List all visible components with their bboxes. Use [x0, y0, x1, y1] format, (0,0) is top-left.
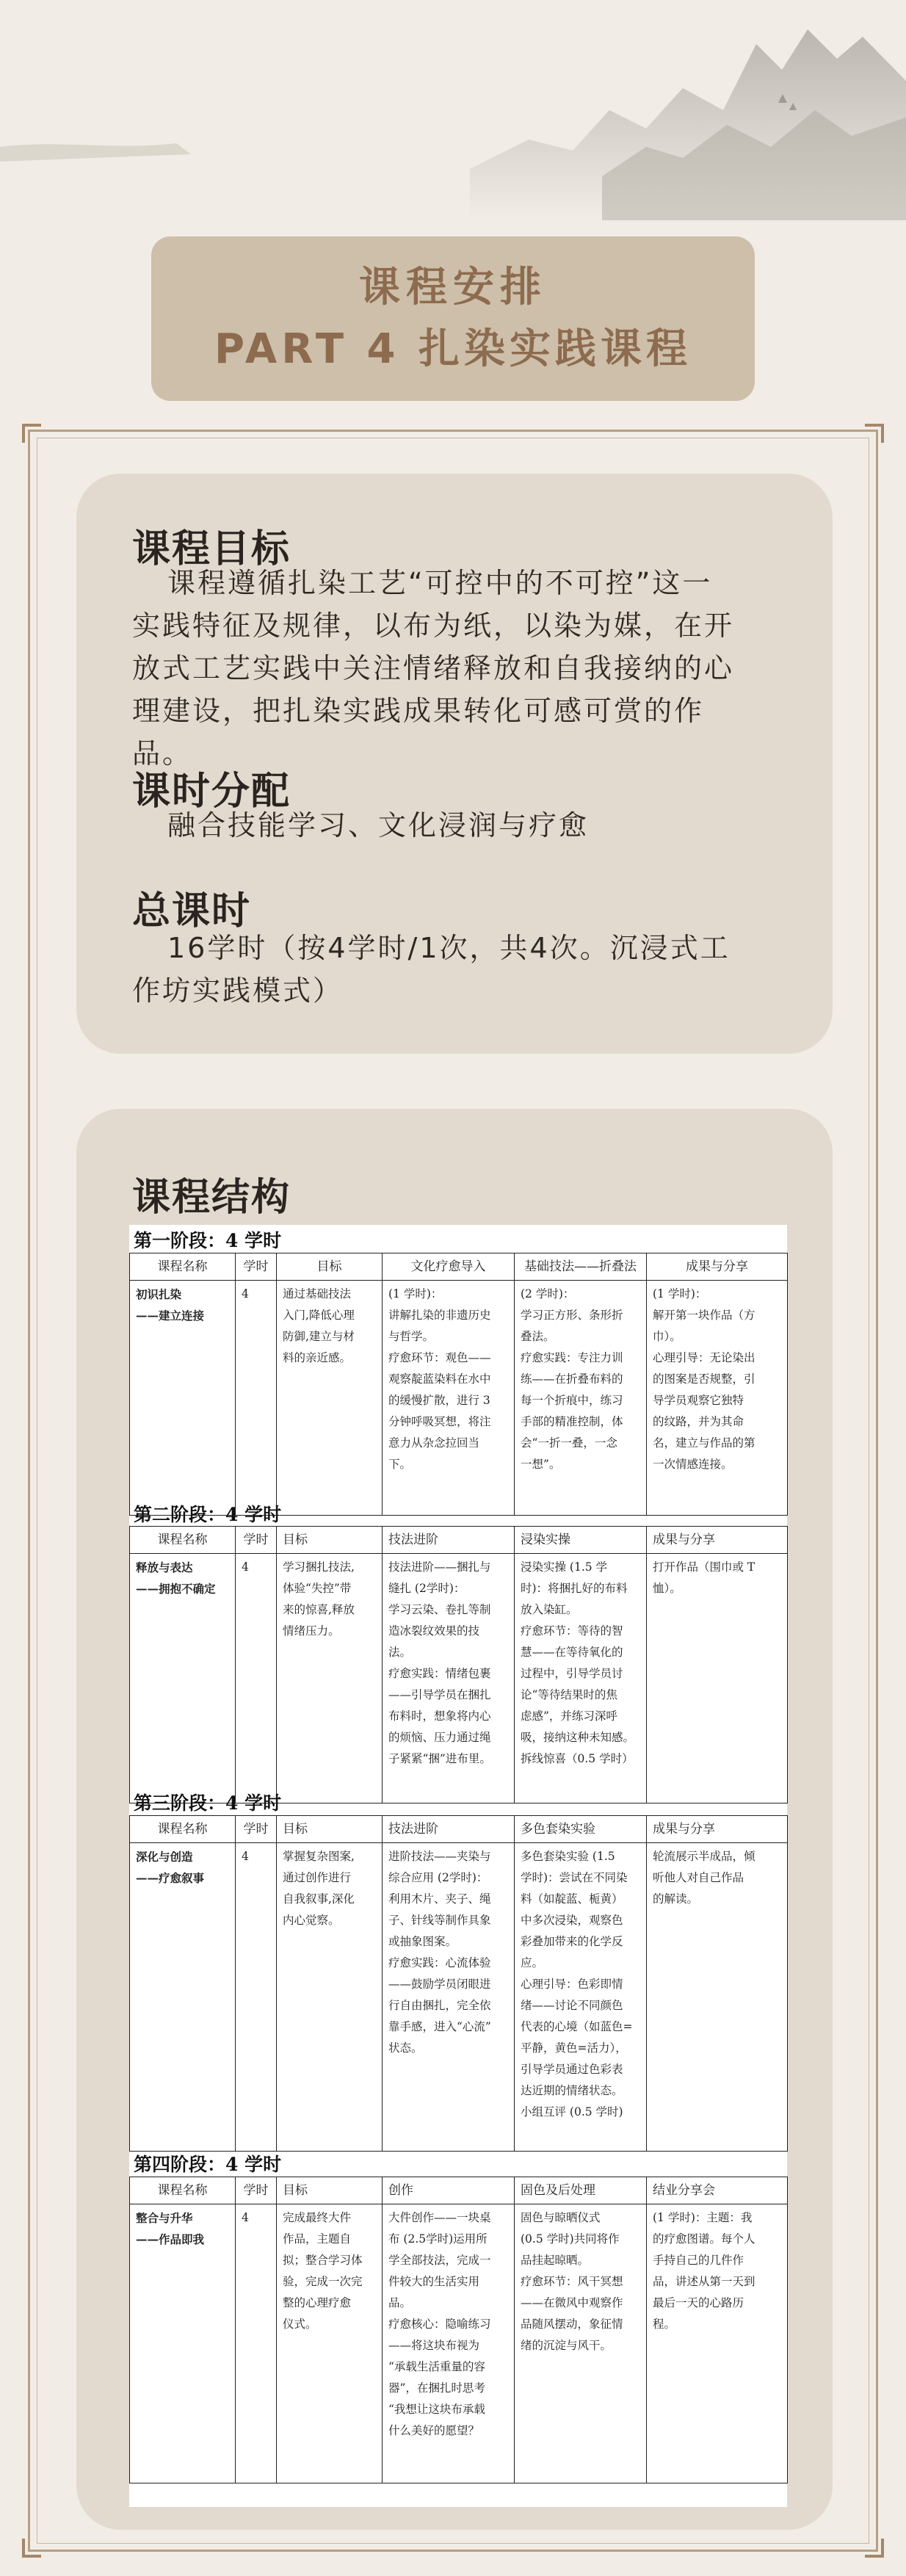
- corner-ornament: [22, 424, 41, 443]
- goal-line: 品。: [132, 737, 193, 770]
- stage-table: [129, 1526, 788, 1803]
- stage-title: 第四阶段：4 学时: [134, 2154, 282, 2175]
- column-header: 目标: [277, 1816, 383, 1843]
- table-row: [130, 1281, 788, 1516]
- column-header: 课程名称: [130, 2177, 236, 2204]
- table-row: [130, 1843, 788, 2152]
- column-header: 学时: [236, 1527, 277, 1554]
- table-header-row: [130, 1253, 788, 1281]
- column-header: 结业分享会: [647, 2177, 788, 2204]
- column-header: 目标: [277, 2177, 383, 2204]
- column-header: 目标: [277, 1253, 383, 1281]
- total-heading: 总课时: [132, 889, 252, 933]
- column-header: 成果与分享: [647, 1253, 788, 1281]
- column-header: 文化疗愈导入: [383, 1253, 515, 1281]
- mountain-landscape-decoration: [0, 0, 906, 242]
- column-header: 技法进阶: [383, 1527, 515, 1554]
- corner-ornament: [865, 2539, 884, 2558]
- total-paragraph: [132, 927, 793, 1012]
- goal-line: 放式工艺实践中关注情绪释放和自我接纳的心: [132, 652, 735, 684]
- content-cell: (1 学时)： 讲解扎染的非遗历史 与哲学。 疗愈环节：观色—— 观察靛蓝染料在水中 的缓慢扩散，进行 3 分钟呼吸冥想，将注 意力从杂念拉回当 下。: [383, 1281, 515, 1516]
- content-cell: 打开作品（围巾或 T 恤）。: [647, 1554, 788, 1803]
- goal-cell: 学习捆扎技法, 体验“失控”带 来的惊喜,释放 情绪压力。: [277, 1554, 383, 1803]
- hours-cell: 4: [236, 1281, 277, 1516]
- table-header-row: [130, 1527, 788, 1554]
- content-cell: 进阶技法——夹染与 综合应用 (2学时)： 利用木片、夹子、绳 子、针线等制作具象 或抽象图案。 疗愈实践：心流体验 ——鼓励学员闭眼进 行自由捆扎，完全依 靠手感，进入“心流” 状态。: [383, 1843, 515, 2152]
- stage-table: [129, 2177, 788, 2483]
- corner-ornament: [22, 2539, 41, 2558]
- hours-text: 融合技能学习、文化浸润与疗愈: [167, 809, 590, 842]
- content-cell: 轮流展示半成品，倾 听他人对自己作品 的解读。: [647, 1843, 788, 2152]
- content-cell: (1 学时)：主题：我 的疗愈图谱。每个人 手持自己的几件作 品，讲述从第一天到 最后一天的心路历 程。: [647, 2204, 788, 2483]
- table-row: [130, 1554, 788, 1803]
- course-name-cell: 深化与创造 ——疗愈叙事: [130, 1843, 236, 2152]
- goal-line: 课程遵循扎染工艺“可控中的不可控”这一: [167, 567, 713, 599]
- column-header: 目标: [277, 1527, 383, 1554]
- goal-cell: 通过基础技法 入门,降低心理 防御,建立与材 料的亲近感。: [277, 1281, 383, 1516]
- column-header: 学时: [236, 1253, 277, 1281]
- goal-cell: 完成最终大件 作品，主题自 拟；整合学习体 验，完成一次完 整的心理疗愈 仪式。: [277, 2204, 383, 2483]
- column-header: 浸染实操: [515, 1527, 647, 1554]
- content-cell: 技法进阶——捆扎与 缝扎 (2学时)： 学习云染、卷扎等制 造冰裂纹效果的技 法。 疗愈实践：情绪包裹 ——引导学员在捆扎 布料时，想象将内心 的烦恼、压力通过绳 子紧紧“捆”进布里。: [383, 1554, 515, 1803]
- course-name-cell: 释放与表达 ——拥抱不确定: [130, 1554, 236, 1803]
- column-header: 课程名称: [130, 1527, 236, 1554]
- stage-table: [129, 1253, 788, 1516]
- total-line: 作坊实践模式）: [132, 974, 344, 1007]
- column-header: 课程名称: [130, 1816, 236, 1843]
- column-header: 学时: [236, 2177, 277, 2204]
- stage-title: 第一阶段：4 学时: [134, 1230, 282, 1251]
- table-header-row: [130, 2177, 788, 2204]
- page-title: 课程安排: [359, 264, 547, 311]
- structure-heading: 课程结构: [132, 1176, 291, 1220]
- table-header-row: [130, 1816, 788, 1843]
- column-header: 成果与分享: [647, 1816, 788, 1843]
- content-cell: 固色与晾晒仪式 (0.5 学时)共同将作 品挂起晾晒。 疗愈环节：风干冥想 ——在微风中观察作 品随风摆动，象征情 绪的沉淀与风干。: [515, 2204, 647, 2483]
- column-header: 课程名称: [130, 1253, 236, 1281]
- goal-heading: 课程目标: [132, 527, 291, 571]
- column-header: 学时: [236, 1816, 277, 1843]
- stage-table: [129, 1815, 788, 2152]
- stage-title: 第三阶段：4 学时: [134, 1792, 282, 1814]
- goal-line: 理建设，把扎染实践成果转化可感可赏的作: [132, 695, 705, 727]
- hours-cell: 4: [236, 1554, 277, 1803]
- column-header: 创作: [383, 2177, 515, 2204]
- content-cell: 多色套染实验 (1.5 学时)：尝试在不同染 料（如靛蓝、栀黄） 中多次浸染，观察色 彩叠加带来的化学反 应。 心理引导：色彩即情 绪——讨论不同颜色 代表的心境（如蓝色= 平静，黄色=活力）， 引导学员通过色彩表 达近期的情绪状态。 小组互评 (0.5 学时): [515, 1843, 647, 2152]
- column-header: 多色套染实验: [515, 1816, 647, 1843]
- goal-paragraph: [132, 562, 793, 775]
- column-header: 固色及后处理: [515, 2177, 647, 2204]
- content-cell: 大件创作——一块桌 布 (2.5学时)运用所 学全部技法，完成一 件较大的生活实用 品。 疗愈核心：隐喻练习 ——将这块布视为 “承载生活重量的容 器”，在捆扎时思考 “我想让这块布承载 什么美好的愿望？: [383, 2204, 515, 2483]
- stage-title: 第二阶段：4 学时: [134, 1504, 282, 1525]
- course-name-cell: 初识扎染 ——建立连接: [130, 1281, 236, 1516]
- content-cell: 浸染实操 (1.5 学 时)：将捆扎好的布料 放入染缸。 疗愈环节：等待的智 慧——在等待氧化的 过程中，引导学员讨 论“等待结果时的焦 虑感”，并练习深呼 吸，接纳这种未知感。 拆线惊喜（0.5 学时）: [515, 1554, 647, 1803]
- page-subtitle: PART 4 扎染实践课程: [214, 325, 692, 373]
- hours-cell: 4: [236, 2204, 277, 2483]
- course-name-cell: 整合与升华 ——作品即我: [130, 2204, 236, 2483]
- total-line: 16学时（按4学时/1次，共4次。沉浸式工: [167, 932, 731, 964]
- column-header: 技法进阶: [383, 1816, 515, 1843]
- hours-cell: 4: [236, 1843, 277, 2152]
- column-header: 基础技法——折叠法: [515, 1253, 647, 1281]
- goal-cell: 掌握复杂图案, 通过创作进行 自我叙事,深化 内心觉察。: [277, 1843, 383, 2152]
- course-structure-sheet: [129, 1225, 787, 2507]
- corner-ornament: [865, 424, 884, 443]
- column-header: 成果与分享: [647, 1527, 788, 1554]
- content-cell: (2 学时)： 学习正方形、条形折 叠法。 疗愈实践：专注力训 练——在折叠布料的 每一个折痕中，练习 手部的精准控制，体 会“一折一叠，一念 一想”。: [515, 1281, 647, 1516]
- content-cell: (1 学时)： 解开第一块作品（方 巾）。 心理引导：无论染出 的图案是否规整，引 导学员观察它独特 的纹路，并为其命 名，建立与作品的第 一次情感连接。: [647, 1281, 788, 1516]
- goal-line: 实践特征及规律，以布为纸，以染为媒，在开: [132, 609, 735, 642]
- title-banner: [151, 236, 755, 401]
- table-row: [130, 2204, 788, 2483]
- hours-heading: 课时分配: [132, 770, 291, 814]
